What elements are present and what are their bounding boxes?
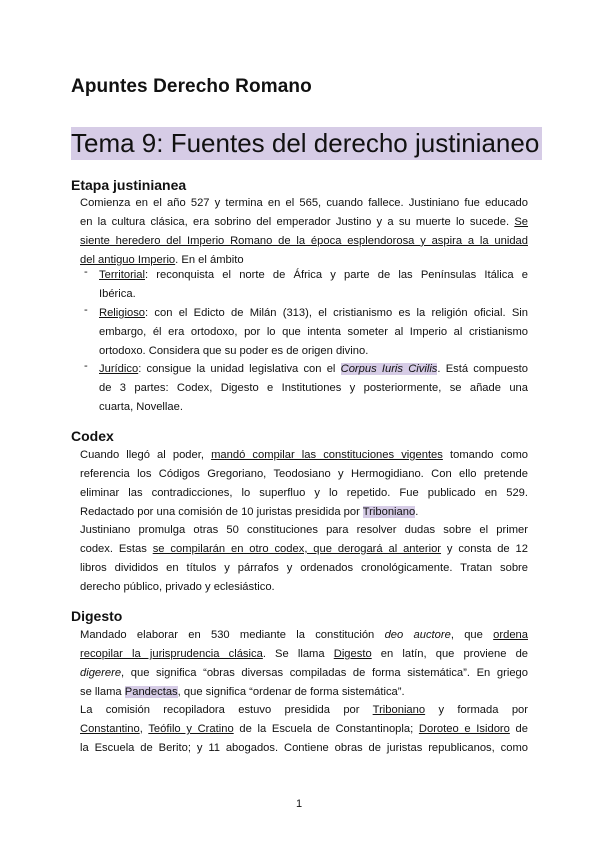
text-line: Redactado por una comisión de 10 juristas presidida por Triboniano. (80, 505, 419, 518)
text-line: recopilar la jurisprudencia clásica. Se llama Digesto en latín, que proviene de (80, 647, 529, 660)
text-line: siente heredero del Imperio Romano de la época esplendorosa y aspira a la unidad (80, 234, 528, 247)
text-line: Justiniano promulga otras 50 constituciones para resolver dudas sobre el primer (80, 524, 528, 536)
document-title: Apuntes Derecho Romano (71, 76, 312, 97)
page-number: 1 (296, 798, 303, 810)
text-line: derecho público, privado y eclesiástico. (80, 580, 275, 593)
chapter-title: Tema 9: Fuentes del derecho justinianeo (71, 127, 542, 160)
text-line: embargo, él era ortodoxo, por lo que intenta someter al Imperio al cristianismo (99, 325, 528, 338)
text-line: libros divididos en títulos y párrafos y ordenados cronológicamente. Tratan sobre (80, 561, 528, 574)
text-line: referencia los Códigos Gregoriano, Teodosiano y Hermogidiano. Con ello pretende (80, 467, 528, 480)
text-line: en la cultura clásica, era sobrino del emperador Justino y a su muerte lo sucede. Se (80, 215, 529, 228)
etapa-intro-paragraph (80, 194, 528, 270)
text-line: Jurídico: consigue la unidad legislativa con el Corpus Iuris Civilis. Está compuesto (99, 363, 529, 375)
triboniano-highlight: Triboniano (362, 505, 416, 518)
bullet-religioso (99, 304, 528, 361)
text-line: codex. Estas se compilarán en otro codex, que derogará al anterior y consta de 12 (80, 542, 528, 555)
text-line: ortodoxo. Considera que su poder es de origen divino. (99, 344, 369, 357)
text-line: Mandado elaborar en 530 mediante la constitución deo auctore, que ordena (80, 629, 528, 641)
bullet-dash: - (84, 304, 88, 316)
section-heading-etapa: Etapa justinianea (71, 177, 187, 193)
text-line: Cuando llegó al poder, mandó compilar las constituciones vigentes tomando como (80, 449, 528, 461)
bullet-juridico (99, 360, 528, 417)
text-line: la Escuela de Berito; y 11 abogados. Contiene obras de juristas republicanos, como (80, 741, 528, 754)
bullet-territorial (99, 266, 528, 304)
pandectas-highlight: Pandectas (124, 685, 178, 698)
text-line: cuarta, Novellae. (99, 400, 183, 413)
section-heading-codex: Codex (71, 428, 114, 444)
digesto-paragraph-1 (80, 626, 528, 702)
corpus-highlight: Corpus Iuris Civilis (340, 363, 438, 375)
text-line: se llama Pandectas, que significa “ordenar de forma sistemática”. (80, 685, 405, 698)
text-line: Territorial: reconquista el norte de África y parte de las Penínsulas Itálica e (99, 269, 528, 281)
text-line: eliminar las contradicciones, lo superfluo y lo repetido. Fue publicado en 529. (80, 486, 528, 499)
text-line: Comienza en el año 527 y termina en el 565, cuando fallece. Justiniano fue educado (80, 197, 528, 209)
text-line: Religioso: con el Edicto de Milán (313), el cristianismo es la religión oficial. Sin (99, 307, 528, 319)
codex-paragraph-1 (80, 446, 528, 522)
section-heading-digesto: Digesto (71, 608, 123, 624)
text-line: Constantino, Teófilo y Cratino de la Escuela de Constantinopla; Doroteo e Isidoro de (80, 722, 528, 735)
text-line: digerere, que significa “obras diversas compiladas de forma sistemática”. En griego (80, 666, 528, 679)
text-line: del antiguo Imperio. En el ámbito (80, 253, 244, 266)
bullet-dash: - (84, 266, 88, 278)
text-line: La comisión recopiladora estuvo presidida por Triboniano y formada por (80, 704, 528, 716)
text-line: de 3 partes: Codex, Digesto e Institutiones y posteriormente, se añade una (99, 381, 528, 394)
text-line: Ibérica. (99, 287, 136, 300)
bullet-dash: - (84, 360, 88, 372)
codex-paragraph-2 (80, 521, 528, 597)
digesto-paragraph-2 (80, 701, 528, 758)
